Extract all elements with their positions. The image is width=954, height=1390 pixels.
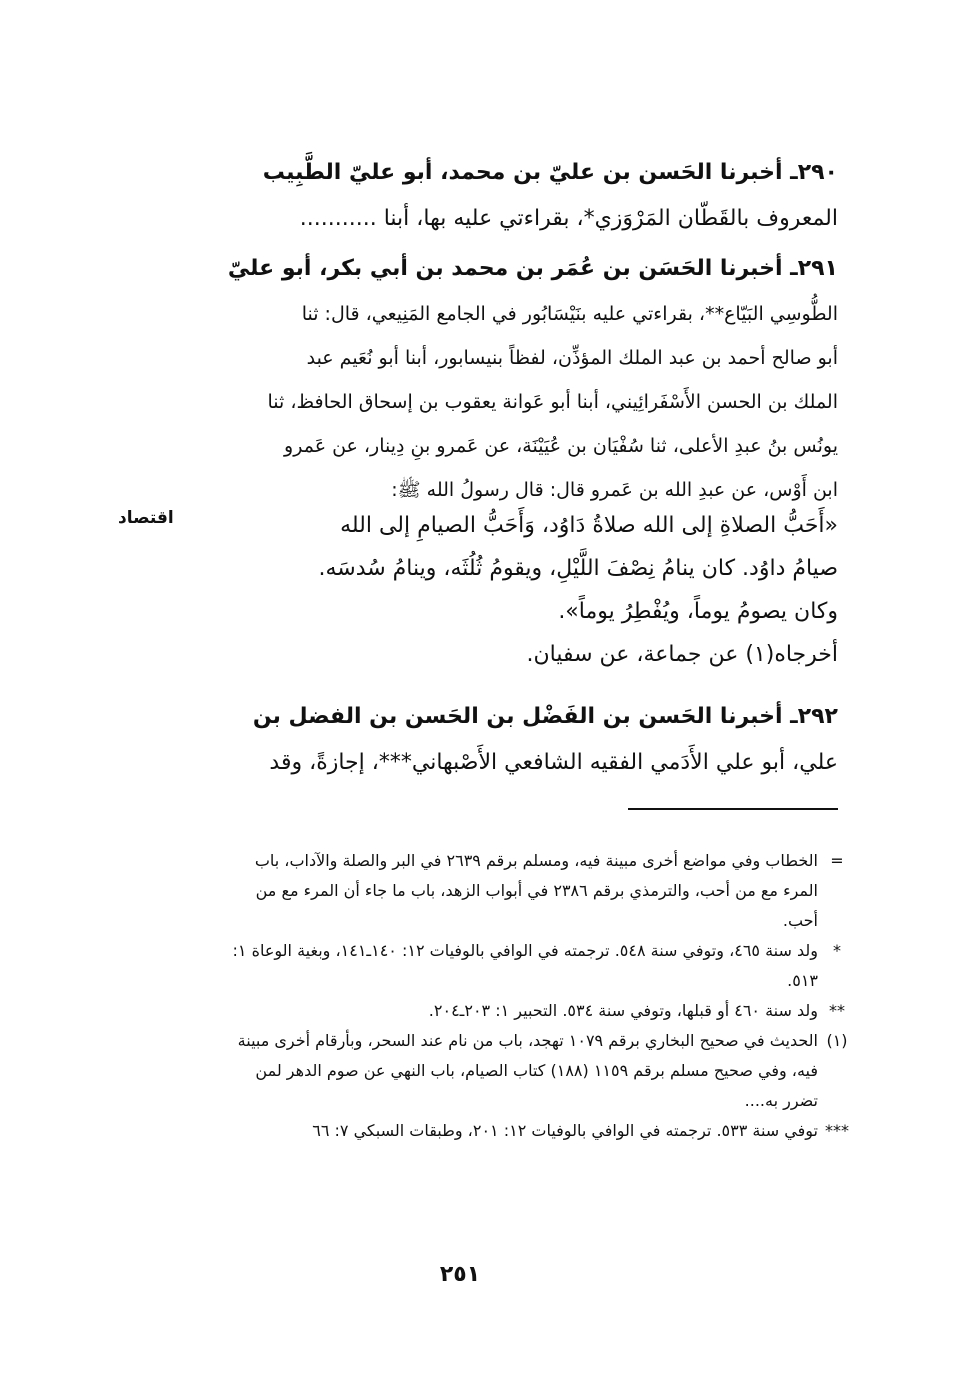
footnote-text: الخطاب وفي مواضع أخرى مبينة فيه، ومسلم برقم ٢٦٣٩ في البر والصلة والآداب، باب المرء مع من أحب، والترمذي برقم ٢٣٨٦ في أبواب الزهد، باب ما جاء أن المرء مع من أحب.: [254, 851, 818, 930]
entry-291: [214, 246, 838, 512]
hadith-text: [214, 504, 838, 676]
entry-290: [214, 150, 838, 242]
footnote-separator: [628, 808, 838, 810]
footnote-text: ولد سنة ٤٦٠ أو قبلها، وتوفي سنة ٥٣٤. التحبير ١: ٢٠٣ـ٢٠٤.: [428, 1001, 818, 1020]
footnote: [228, 936, 852, 996]
entry-292-line-2: علي، أبو علي الأَدَمي الفقيه الشافعي الأَصْبهاني***، إجازةً، وقد: [269, 750, 838, 775]
hadith-line-3: وكان يصومُ يوماً، ويُفْطِرُ يوماً».: [558, 599, 838, 624]
footnote: [228, 846, 852, 936]
footnote-mark: (١): [826, 1031, 848, 1050]
entry-290-line-1: ٢٩٠ـ أخبرنا الحَسن بن عليّ بن محمد، أبو عليّ الطَّبِيب: [262, 160, 838, 185]
footnote-mark: **: [829, 1001, 845, 1020]
page-number: ٢٥١: [439, 1262, 481, 1287]
entry-290-line-2: المعروف بالقَطّان المَرْوَزي*، بقراءتي عليه بها، أبنا ...........: [299, 206, 838, 231]
hadith-line-1: «أَحَبُّ الصلاةِ إلى الله صلاةُ دَاوُد، وَأَحَبُّ الصيامِ إلى الله: [340, 513, 838, 538]
entry-291-line-5: يونُس بنُ عبدِ الأعلى، ثنا سُفْيَان بن عُيَيْنَة، عن عَمرو بنِ دِينار، عن عَمرو: [284, 435, 838, 457]
entry-292: [214, 694, 838, 786]
footnote-mark: =: [830, 851, 844, 870]
footnotes: [228, 846, 852, 1146]
margin-topic-label: اقتصاد: [118, 508, 174, 528]
footnote-text: الحديث في صحيح البخاري برقم ١٠٧٩ تهجد، باب من نام عند السحر، وبأرقام أخرى مبينة فيه، وفي صحيح مسلم برقم ١١٥٩ (١٨٨) كتاب الصيام، باب النهي عن صوم الدهر لمن تضرر به....: [237, 1031, 818, 1110]
footnote-mark: *: [833, 941, 841, 960]
footnote-text: توفي سنة ٥٣٣. ترجمته في الوافي بالوفيات ١٢: ٢٠١، وطبقات السبكي ٧: ٦٦: [312, 1121, 818, 1140]
entry-291-line-6: ابن أَوْس، عن عبدِ الله بن عَمرو قال: قال رسولُ الله ﷺ:: [391, 479, 838, 501]
entry-291-line-3: أبو صالح أحمد بن عبد الملك المؤذِّن، لفظاً بنيسابور، أبنا أبو نُعَيم عبد: [306, 347, 838, 369]
footnote: [228, 1026, 852, 1116]
entry-291-line-4: الملك بن الحسن الأَسْفَرائِيني، أبنا أبو عَوانة يعقوب بن إسحاق الحافظ، ثنا: [267, 391, 838, 413]
footnote: [228, 996, 852, 1026]
entry-292-line-1: ٢٩٢ـ أخبرنا الحَسن بن الفَضْل بن الحَسن بن الفضل بن: [252, 704, 838, 729]
footnote: [228, 1116, 852, 1146]
footnote-mark: ***: [825, 1121, 849, 1140]
hadith-line-2: صيامُ داوُد. كان ينامُ نِصْفَ اللَّيْلِ، ويقومُ ثُلُثَه، وينامُ سُدسَه.: [318, 556, 838, 581]
hadith-attribution: أخرجاه(١) عن جماعة، عن سفيان.: [526, 642, 838, 667]
entry-291-line-1: ٢٩١ـ أخبرنا الحَسَن بن عُمَر بن محمد بن أبي بكر، أبو عليّ: [227, 256, 838, 281]
entry-291-line-2: الطُّوسِي البَيّاع**، بقراءتي عليه بنَيْسَابُور في الجامع المَنِيعي، قال: ثنا: [301, 303, 838, 325]
footnote-text: ولد سنة ٤٦٥، وتوفي سنة ٥٤٨. ترجمته في الوافي بالوفيات ١٢: ١٤٠ـ١٤١، وبغية الوعاة ١: ٥١٣.: [232, 941, 818, 990]
